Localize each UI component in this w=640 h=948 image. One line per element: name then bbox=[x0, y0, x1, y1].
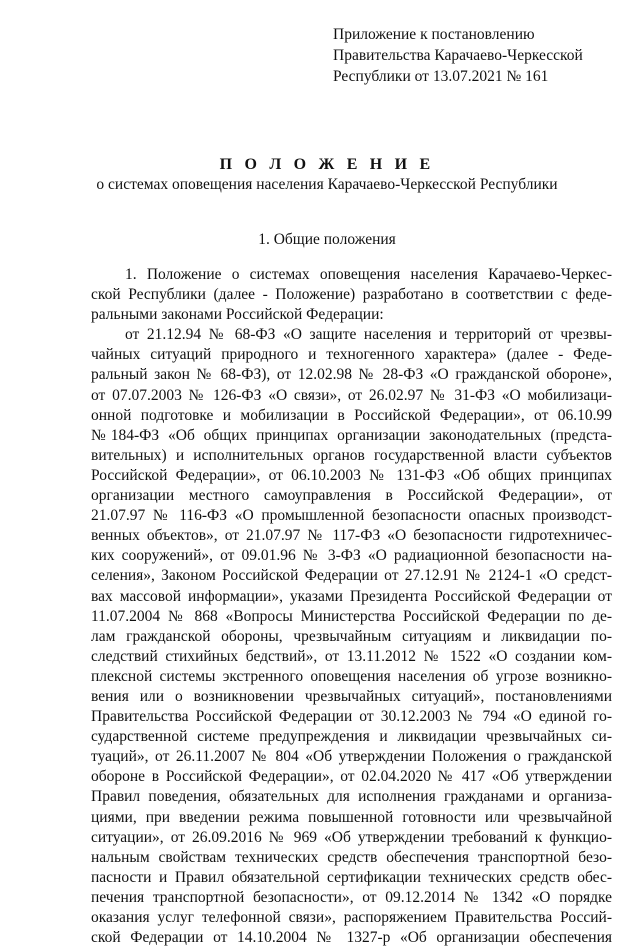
body-line: от 21.12.94 № 68-ФЗ «О защите населения и территорий от чрезвы- bbox=[125, 326, 612, 344]
body-line: венных объектов», от 21.07.97 № 117-ФЗ «О безопасности гидротехничес- bbox=[91, 527, 612, 545]
body-line: вения или о возникновении чрезвычайных ситуаций», постановлениями bbox=[91, 687, 612, 705]
body-line: 1. Положение о системах оповещения населения Карачаево-Черкес- bbox=[125, 266, 612, 283]
body-line: ральными законами Российской Федерации: bbox=[91, 306, 384, 324]
body-line: ской Республики (далее - Положение) разработано в соответствии с феде- bbox=[91, 286, 612, 304]
body-line: Правил поведения, обязательных для исполнения гражданами и организа- bbox=[91, 788, 612, 806]
body-line: оказания услуг телефонной связи», распоряжением Правительства Россий- bbox=[91, 909, 612, 926]
body-line: 21.07.97 № 116-ФЗ «О промышленной безопасности опасных производст- bbox=[91, 507, 612, 525]
body-line: туаций», от 26.11.2007 № 804 «Об утверждении Положения о гражданской bbox=[91, 748, 612, 766]
document-title: П О Л О Ж Е Н И Е bbox=[219, 156, 435, 173]
body-line: селения», Законом Российской Федерации от 27.12.91 № 2124-1 «О средст- bbox=[91, 567, 612, 585]
body-line: вительных) и исполнительных органов государственной власти субъектов bbox=[91, 446, 612, 464]
approval-line-2: Правительства Карачаево-Черкесской bbox=[333, 47, 583, 64]
body-line: ситуации», от 26.09.2016 № 969 «Об утверждении требований к функцио- bbox=[91, 828, 612, 846]
body-line: онной подготовке и мобилизации в Российской Федерации», от 06.10.99 bbox=[91, 406, 612, 424]
body-line: сударственной системе предупреждения и ликвидации чрезвычайных си- bbox=[91, 728, 612, 746]
body-line: обороне в Российской Федерации», от 02.04.2020 № 417 «Об утверждении bbox=[91, 768, 612, 786]
body-line: №184-ФЗ «Об общих принципах организации законодательных (предста- bbox=[91, 426, 612, 444]
approval-line-1: Приложение к постановлению bbox=[333, 26, 535, 43]
approval-block bbox=[333, 24, 613, 87]
body-text bbox=[91, 265, 612, 948]
body-line: пасности и Правил обязательной сертификации технических средств обес- bbox=[91, 868, 612, 886]
body-line: от 07.07.2003 № 126-ФЗ «О связи», от 26.02.97 № 31-ФЗ «О мобилизаци- bbox=[91, 386, 612, 404]
body-line: печения транспортной безопасности», от 09.12.2014 № 1342 «О порядке bbox=[91, 888, 612, 906]
body-line: циями, при введении режима повышенной готовности или чрезвычайной bbox=[91, 808, 612, 826]
body-line: ральный закон № 68-ФЗ), от 12.02.98 № 28-ФЗ «О гражданской обороне», bbox=[91, 366, 612, 384]
body-line: следствий стихийных бедствий», от 13.11.2012 № 1522 «О создании ком- bbox=[91, 647, 612, 665]
body-line: лам гражданской обороны, чрезвычайным ситуациям и ликвидации по- bbox=[91, 627, 612, 645]
section-heading: 1. Общие положения bbox=[258, 231, 396, 248]
approval-line-3: Республики от 13.07.2021 № 161 bbox=[333, 68, 549, 85]
body-line: плексной системы экстренного оповещения населения об угрозе возникно- bbox=[91, 667, 612, 685]
document-subtitle: о системах оповещения населения Карачаево-Черкесской Республики bbox=[96, 176, 558, 193]
body-line: 11.07.2004 № 868 «Вопросы Министерства Российской Федерации по де- bbox=[91, 607, 612, 625]
body-line: ких сооружений», от 09.01.96 № 3-ФЗ «О радиационной безопасности на- bbox=[91, 547, 612, 565]
body-line: нальным свойствам технических средств обеспечения транспортной безо- bbox=[91, 848, 612, 866]
body-line: вах массовой информации», указами Президента Российской Федерации от bbox=[91, 587, 612, 605]
body-line: чайных ситуаций природного и техногенного характера» (далее - Феде- bbox=[91, 346, 612, 364]
body-line: Российской Федерации», от 06.10.2003 № 131-ФЗ «Об общих принципах bbox=[91, 466, 612, 484]
body-line: Правительства Российской Федерации от 30.12.2003 № 794 «О единой го- bbox=[91, 708, 612, 726]
body-line: организации местного самоуправления в Российской Федерации», от bbox=[91, 487, 612, 505]
body-line: ской Федерации от 14.10.2004 № 1327-р «Об организации обеспечения bbox=[91, 929, 612, 947]
